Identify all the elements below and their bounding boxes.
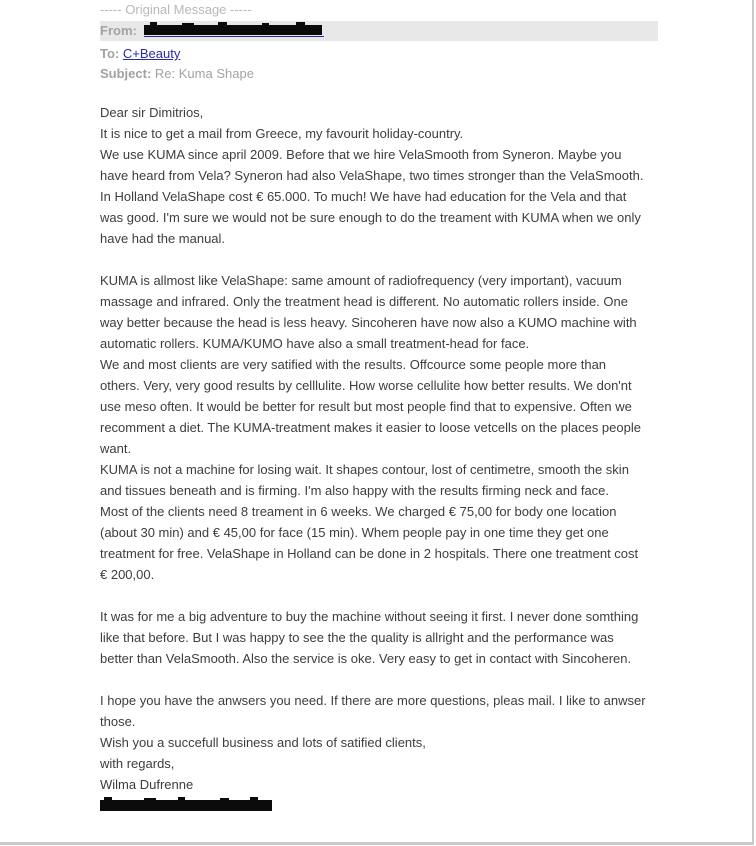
to-link[interactable]: C+Beauty [122, 46, 181, 61]
body-line: like that before. But I was happy to see the the quality is allright and the performance was [100, 630, 614, 645]
body-line: Wish you a succefull business and lots of satified clients, [100, 735, 426, 750]
redaction-bump [150, 22, 157, 25]
body-line: have had the manual. [100, 231, 226, 246]
body-line: recomment a diet. The KUMA-treatment makes it easier to loose vetcells on the places people [100, 420, 641, 435]
email-body [100, 102, 658, 795]
body-line: and tissues beneath and is firming. I'm also happy with the results firming neck and face. [100, 483, 610, 498]
body-line: I hope you have the anwsers you need. If there are more questions, pleas mail. I like to anwser [100, 693, 646, 708]
body-line: have heard from Vela? Syneron had also VelaShape, two times stronger than the VelaSmooth. [100, 168, 644, 183]
body-line: Wilma Dufrenne [100, 777, 194, 792]
body-line: We use KUMA since april 2009. Before that we hire VelaSmooth from Syneron. Maybe you [100, 147, 622, 162]
body-line: massage and infrared. Only the treatment head is different. No automatic rollers inside. One [100, 294, 628, 309]
paragraph [100, 690, 658, 795]
body-line: (about 30 min) and € 45,00 for face (15 min). Whem people pay in one time they get one [100, 525, 609, 540]
redaction-bump [182, 23, 194, 25]
body-line: € 200,00. [100, 567, 155, 582]
original-message-separator: ----- Original Message ----- [100, 2, 252, 17]
from-row [100, 21, 658, 41]
body-line: better than VelaSmooth. Also the service is oke. Very easy to get in contact with Sincoheren. [100, 651, 632, 666]
redaction-bump [250, 797, 258, 800]
redaction-bump [178, 797, 185, 800]
redaction-bump [220, 798, 229, 800]
body-line: others. Very, very good results by celllulite. How worse cellulite how better results. We don'nt [100, 378, 632, 393]
body-line: way better because the head is less heavy. Sincoheren have now also a KUMO machine with [100, 315, 637, 330]
body-line: use meso often. It would be better for result but most people find that to expensive. Often we [100, 399, 632, 414]
body-line: KUMA is not a machine for losing wait. It shapes contour, lost of centimetre, smooth the skin [100, 462, 629, 477]
body-line: with regards, [100, 756, 175, 771]
paragraph [100, 606, 658, 669]
body-line: It is nice to get a mail from Greece, my favourit holiday-country. [100, 126, 464, 141]
body-line: We and most clients are very satified with the results. Offcource some people more than [100, 357, 607, 372]
redaction-bump [144, 798, 156, 800]
body-line: Dear sir Dimitrios, [100, 105, 204, 120]
body-line: automatic rollers. KUMA/KUMO have also a small treatment-head for face. [100, 336, 530, 351]
redaction-bump [104, 797, 112, 800]
body-line: treatment for free. VelaShape in Holland can be done in 2 hospitals. There one treatment cost [100, 546, 639, 561]
paragraph [100, 102, 658, 249]
subject-label: Subject: [100, 66, 152, 81]
subject-value: Re: Kuma Shape [154, 66, 254, 81]
from-redacted-link[interactable] [144, 24, 324, 37]
body-line: want. [100, 441, 132, 456]
paragraph [100, 270, 658, 585]
redaction-bar [144, 25, 322, 35]
body-line: KUMA is allmost like VelaShape: same amount of radiofrequency (very important), vacuum [100, 273, 622, 288]
body-line: those. [100, 714, 136, 729]
to-row [100, 43, 658, 64]
redaction-bump [218, 22, 227, 25]
redaction-bump [296, 22, 305, 25]
to-label: To: [100, 46, 120, 61]
body-line: was good. I'm sure we would not be sure enough to do the treament with KUMA when we only [100, 210, 641, 225]
body-line: Most of the clients need 8 treament in 6 weeks. We charged € 75,00 for body one location [100, 504, 617, 519]
from-label: From: [100, 23, 137, 38]
redaction-bump [262, 23, 269, 25]
email-content [100, 0, 658, 811]
subject-row [100, 64, 658, 84]
body-line: In Holland VelaShape cost € 65.000. To much! We have had education for the Vela and that [100, 189, 627, 204]
body-line: It was for me a big adventure to buy the machine without seeing it first. I never done somthing [100, 609, 639, 624]
signature-redaction-bar [100, 800, 272, 811]
